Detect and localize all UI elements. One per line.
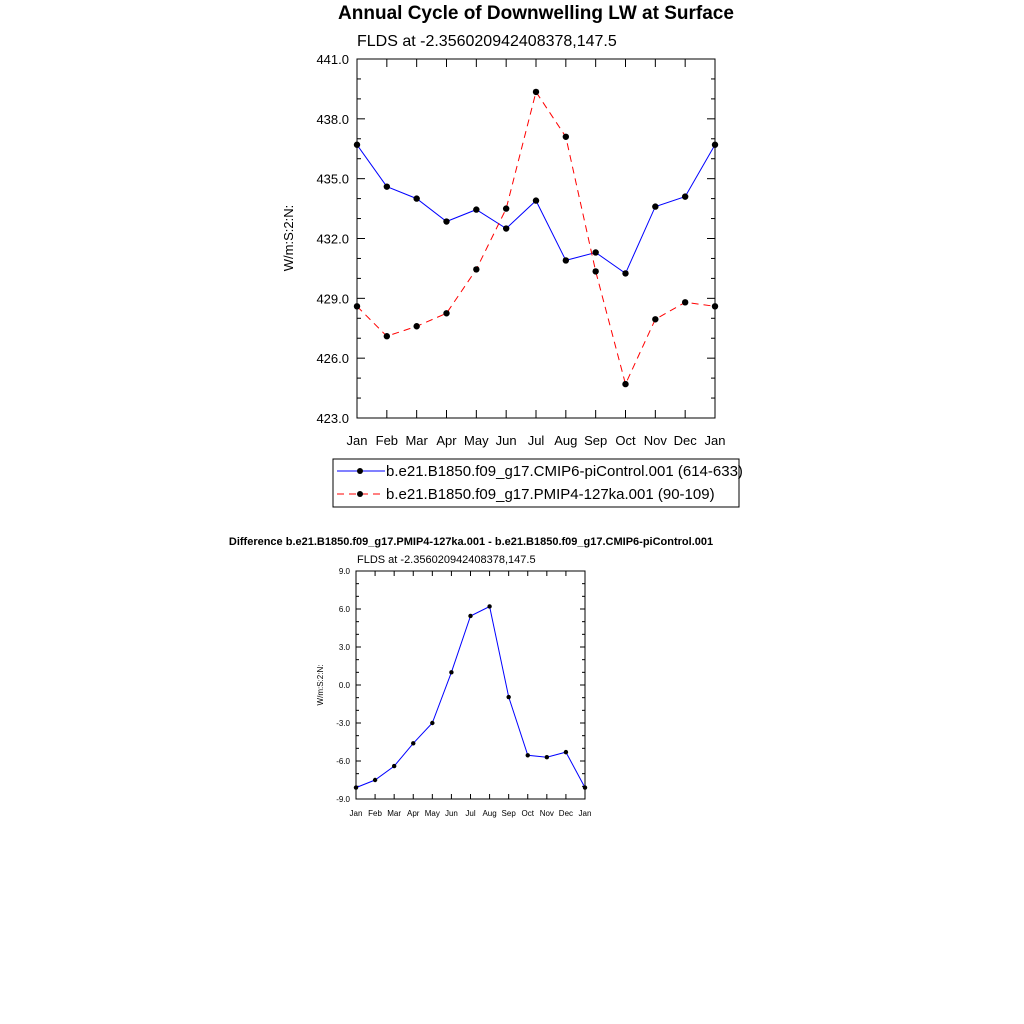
y-tick-label: -9.0 bbox=[336, 795, 350, 804]
x-tick-label: Jul bbox=[527, 433, 545, 448]
main-chart-frame bbox=[357, 59, 715, 418]
main-chart-ylabel: W/m:S:2:N: bbox=[281, 204, 296, 272]
x-tick-label: Jan bbox=[704, 433, 726, 448]
series-0-point bbox=[622, 270, 628, 276]
series-line-0 bbox=[357, 145, 715, 274]
y-tick-label: 426.0 bbox=[316, 351, 349, 367]
legend-label-127ka: b.e21.B1850.f09_g17.PMIP4-127ka.001 (90-109) bbox=[386, 486, 715, 503]
y-tick-label: -6.0 bbox=[336, 757, 350, 766]
diff-chart-subtitle: FLDS at -2.356020942408378,147.5 bbox=[357, 554, 536, 566]
y-tick-label: 6.0 bbox=[338, 605, 350, 614]
series-0-point bbox=[503, 225, 509, 231]
main-chart-subtitle: FLDS at -2.356020942408378,147.5 bbox=[357, 33, 617, 50]
legend-entry-piControl bbox=[337, 463, 743, 480]
x-tick-label: Mar bbox=[405, 433, 428, 448]
series-0-point bbox=[468, 614, 472, 618]
x-tick-label: May bbox=[424, 809, 440, 818]
diff-chart-series bbox=[354, 604, 587, 790]
y-tick-label: 423.0 bbox=[316, 411, 349, 426]
x-tick-label: Aug bbox=[554, 433, 578, 448]
x-tick-label: Jan bbox=[578, 809, 592, 818]
y-tick-label: 435.0 bbox=[316, 171, 349, 187]
y-tick-label: 9.0 bbox=[338, 567, 350, 576]
main-chart-ticks bbox=[357, 59, 715, 418]
main-chart-x-tick-labels bbox=[347, 433, 726, 448]
series-0-point bbox=[545, 755, 549, 759]
legend-entry-127ka bbox=[337, 486, 715, 503]
x-tick-label: Jan bbox=[349, 809, 363, 818]
series-0-point bbox=[487, 604, 491, 608]
series-0-point bbox=[443, 218, 449, 224]
x-tick-label: May bbox=[464, 433, 489, 448]
x-tick-label: Feb bbox=[368, 809, 382, 818]
legend-marker-127ka bbox=[357, 491, 363, 497]
x-tick-label: Mar bbox=[387, 809, 402, 818]
y-tick-label: -3.0 bbox=[336, 719, 350, 728]
y-tick-label: 3.0 bbox=[338, 643, 350, 652]
series-1-point bbox=[682, 299, 688, 305]
series-1-point bbox=[384, 333, 390, 339]
series-line-1 bbox=[357, 92, 715, 384]
main-chart-series bbox=[354, 89, 718, 388]
series-0-point bbox=[506, 695, 510, 699]
series-line-0 bbox=[356, 607, 585, 788]
series-0-point bbox=[392, 764, 396, 768]
main-chart bbox=[281, 3, 734, 448]
x-tick-label: Oct bbox=[521, 809, 534, 818]
series-0-point bbox=[533, 197, 539, 203]
x-tick-label: Jun bbox=[495, 433, 517, 448]
y-tick-label: 438.0 bbox=[316, 111, 349, 127]
diff-chart-x-tick-labels bbox=[350, 809, 592, 818]
legend-marker-piControl bbox=[357, 468, 363, 474]
x-tick-label: Sep bbox=[584, 433, 608, 448]
series-1-point bbox=[622, 381, 628, 387]
diff-chart-ticks bbox=[356, 571, 585, 799]
x-tick-label: Apr bbox=[407, 809, 420, 818]
series-1-point bbox=[473, 266, 479, 272]
series-0-point bbox=[430, 721, 434, 725]
series-0-point bbox=[384, 183, 390, 189]
x-tick-label: Dec bbox=[558, 809, 574, 818]
diff-chart-title: Difference b.e21.B1850.f09_g17.PMIP4-127ka.001 - b.e21.B1850.f09_g17.CMIP6-piControl.001 bbox=[228, 536, 714, 548]
x-tick-label: Dec bbox=[673, 433, 697, 448]
series-0-point bbox=[411, 741, 415, 745]
main-chart-legend bbox=[333, 459, 743, 507]
series-0-point bbox=[592, 249, 598, 255]
series-0-point bbox=[413, 195, 419, 201]
diff-chart bbox=[229, 536, 713, 818]
diff-chart-ylabel: W/m:S:2:N: bbox=[316, 664, 325, 706]
series-1-point bbox=[443, 310, 449, 316]
diff-chart-frame bbox=[356, 571, 585, 799]
x-tick-label: Jun bbox=[444, 809, 458, 818]
series-1-point bbox=[503, 205, 509, 211]
x-tick-label: Feb bbox=[375, 433, 399, 448]
series-1-point bbox=[563, 134, 569, 140]
y-tick-label: 432.0 bbox=[316, 231, 349, 247]
x-tick-label: Jan bbox=[346, 433, 368, 448]
x-tick-label: Jul bbox=[465, 809, 476, 818]
x-tick-label: Nov bbox=[643, 433, 667, 448]
series-0-point bbox=[682, 193, 688, 199]
series-1-point bbox=[413, 323, 419, 329]
series-1-point bbox=[592, 268, 598, 274]
series-1-point bbox=[533, 89, 539, 95]
series-0-point bbox=[563, 257, 569, 263]
diff-chart-y-tick-labels bbox=[336, 567, 350, 804]
series-0-point bbox=[449, 670, 453, 674]
x-tick-label: Nov bbox=[539, 809, 554, 818]
main-chart-y-tick-labels bbox=[316, 52, 349, 426]
legend-label-piControl: b.e21.B1850.f09_g17.CMIP6-piControl.001 (614-633) bbox=[386, 463, 743, 480]
x-tick-label: Apr bbox=[436, 433, 457, 448]
series-0-point bbox=[652, 203, 658, 209]
y-tick-label: 429.0 bbox=[316, 291, 349, 307]
x-tick-label: Oct bbox=[615, 433, 636, 448]
y-tick-label: 441.0 bbox=[316, 52, 349, 67]
series-0-point bbox=[473, 206, 479, 212]
series-0-point bbox=[564, 750, 568, 754]
series-0-point bbox=[526, 753, 530, 757]
x-tick-label: Aug bbox=[482, 809, 497, 818]
series-1-point bbox=[652, 316, 658, 322]
series-0-point bbox=[373, 778, 377, 782]
main-chart-title: Annual Cycle of Downwelling LW at Surface bbox=[338, 3, 734, 24]
y-tick-label: 0.0 bbox=[338, 681, 350, 690]
x-tick-label: Sep bbox=[501, 809, 516, 818]
